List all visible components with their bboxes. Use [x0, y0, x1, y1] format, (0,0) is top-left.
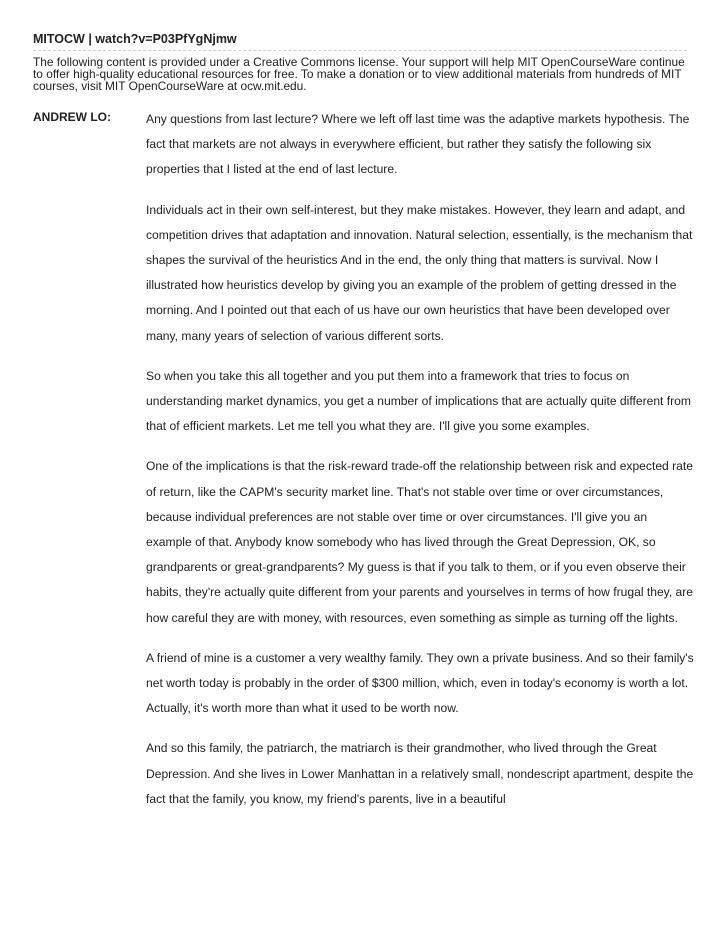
transcript-paragraph: And so this family, the patriarch, the matriarch is their grandmother, who lived through the Great Depression. And she lives in Lower Manhattan in a relatively small, nondescript apartment, despite the fact that the family, you know, my friend's parents, live in a beautiful: [146, 741, 694, 806]
transcript-paragraph: So when you take this all together and you put them into a framework that tries to focus on understanding market dynamics, you get a number of implications that are actually quite different from that of efficient markets. Let me tell you what they are. I'll give you some examples.: [146, 368, 691, 434]
transcript-paragraph: Any questions from last lecture? Where we left off last time was the adaptive markets hypothesis. The fact that markets are not always in everywhere efficient, but rather they satisfy the following six properties that I listed at the end of last lecture.: [146, 112, 690, 177]
license-notice: The following content is provided under a Creative Commons license. Your support will help MIT OpenCourseWare continue to offer high-quality educational resources for free. To make a donation or to view additional materials from hundreds of MIT courses, visit MIT OpenCourseWare at ocw.mit.edu.: [33, 55, 685, 93]
document-header: [33, 32, 687, 92]
speaker-label: ANDREW LO:: [33, 110, 111, 124]
document-title: MITOCW | watch?v=P03PfYgNjmw: [33, 32, 687, 51]
transcript-paragraph: One of the implications is that the risk-reward trade-off the relationship between risk and expected rate of return, like the CAPM's security market line. That's not stable over time or over circumstances, because individual preferences are not stable over time or over circumstances. I'll give you an example of that. Anybody know somebody who has lived through the Great Depression, OK, so grandparents or great-grandparents? My guess is that if you talk to them, or if you even observe their habits, they're actually quite different from your parents and yourselves in terms of how frugal they, are how careful they are with money, with resources, even something as simple as turning off the lights.: [146, 459, 694, 625]
transcript-paragraph: Individuals act in their own self-interest, but they make mistakes. However, they learn and adapt, and competition drives that adaptation and innovation. Natural selection, essentially, is the mechanism that shapes the survival of the heuristics And in the end, the only thing that matters is survival. Now I illustrated how heuristics develop by giving you an example of the problem of getting dressed in the morning. And I pointed out that each of us have our own heuristics that have been developed over many, many years of selection of various different sorts.: [146, 202, 693, 343]
speech-body: [146, 107, 696, 827]
transcript-paragraph: A friend of mine is a customer a very wealthy family. They own a private business. And so their family's net worth today is probably in the order of $300 million, which, even in today's economy is worth a lot. Actually, it's worth more than what it used to be worth now.: [146, 650, 694, 716]
